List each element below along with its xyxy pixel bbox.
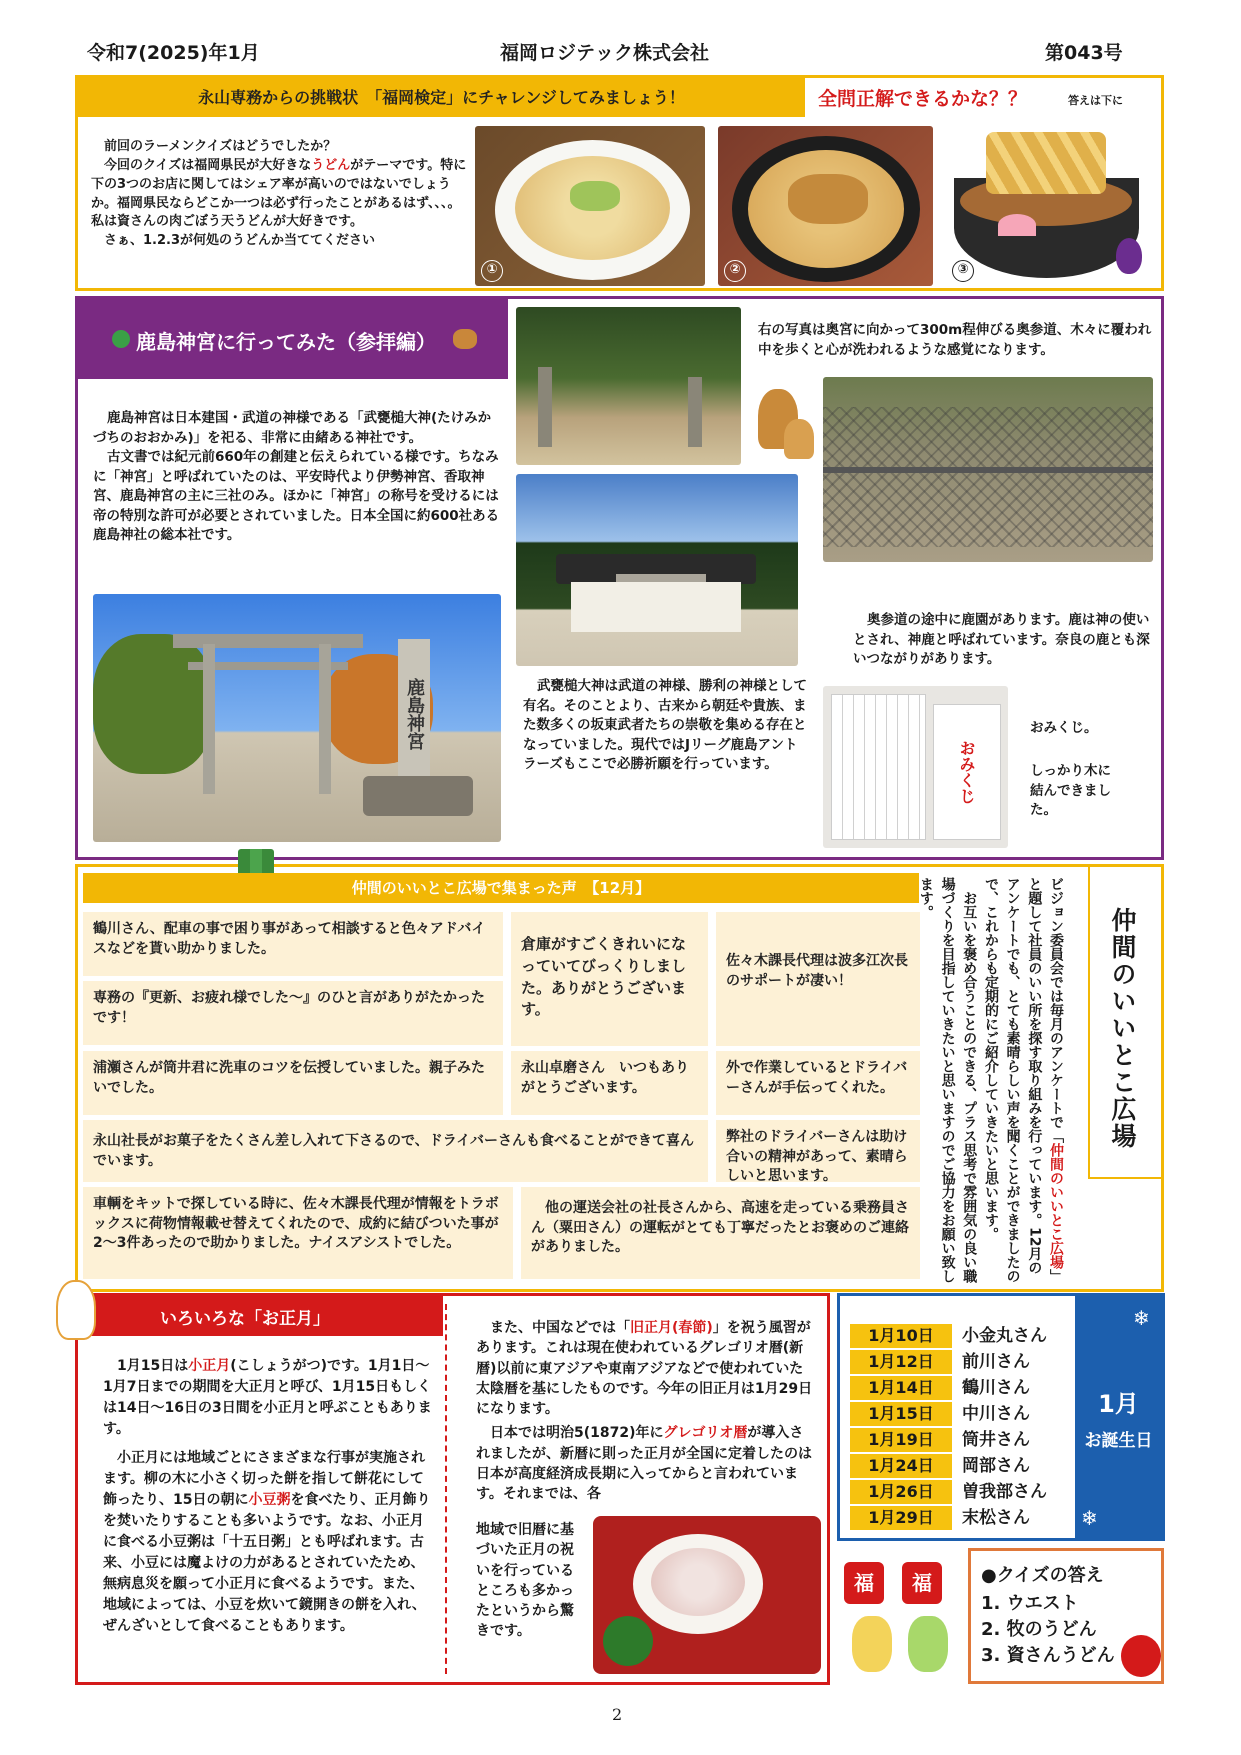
voice-9: 外で作業しているとドライバーさんが手伝ってくれた。 (716, 1051, 920, 1115)
lucky-bag-left: 福 (844, 1562, 884, 1604)
answer-3: 3. 資さんうどん (981, 1645, 1115, 1666)
voices-section (75, 864, 1164, 1292)
omikuji-envelope: おみくじ (933, 704, 1001, 840)
birthday-month: 1月 (1098, 1390, 1139, 1418)
gayu-leaf (603, 1616, 653, 1666)
issue-date: 令和7(2025)年1月 (87, 42, 260, 64)
company-name: 福岡ロジテック株式会社 (500, 42, 710, 64)
photo-label-3: ③ (952, 260, 974, 282)
shrine-body (571, 582, 741, 632)
shogatsu-right (476, 1318, 816, 1505)
okumiya-text: 右の写真は奥宮に向かって300m程伸びる奥参道、木々に覆われ中を歩くと心が洗われるような感覚になります。 (758, 322, 1152, 358)
shogatsu-title: いろいろな「お正月」 (160, 1309, 330, 1329)
birthday-title-panel (1075, 1296, 1162, 1538)
answer-1: 1. ウエスト (981, 1593, 1079, 1614)
photo-label-1: ① (481, 260, 503, 282)
god-text: 武甕槌大神は武道の神様、勝利の神様として有名。そのことより、古来から朝廷や貴族、また数多くの坂東武者たちの崇敬を集める存在となっていました。現代ではJリーグ鹿島アントラーズもここで必勝祈願を行っています。 (523, 678, 807, 773)
fence (823, 407, 1153, 547)
page-number: 2 (612, 1705, 623, 1724)
lucky-cat-icon (56, 1280, 96, 1340)
quiz-answer-note: 答えは下に (1068, 94, 1123, 107)
fence-rail (823, 467, 1153, 473)
shogatsu-right-p3: 地域で旧暦に基づいた正月の祝いを行っているところも多かったというから驚きです。 (476, 1522, 574, 1640)
deer-park-text: 奥参道の途中に鹿園があります。鹿は神の使いとされ、神鹿と呼ばれています。奈良の鹿とも深いつながりがあります。 (853, 612, 1150, 668)
torii-photo (93, 594, 501, 842)
voices-banner: 仲間のいいとこ広場で集まった声 【12月】 (83, 873, 919, 903)
quiz-challenge-text: 全問正解できるかな？？ (818, 88, 1028, 110)
kashima-title-bar (78, 299, 508, 379)
kashima-intro (93, 409, 503, 546)
birthday-row: 1月10日 小金丸さん (850, 1324, 1070, 1350)
omikuji-text-1: おみくじ。 (1030, 720, 1098, 736)
daruma-icon (1121, 1635, 1161, 1677)
shrine-photo (516, 474, 798, 666)
birthday-row: 1月26日 曽我部さん (850, 1480, 1070, 1506)
omikuji-text-2: しっかり木に結んできました。 (1030, 763, 1111, 819)
voice-7: 佐々木課長代理は波多江次長のサポートが凄い！ (716, 912, 920, 1046)
deer-illustration-small (784, 419, 814, 459)
azuki-gayu-photo (593, 1516, 821, 1674)
torii-pillar-right (319, 644, 331, 794)
lucky-bags (842, 1556, 964, 1686)
path-photo (516, 307, 741, 465)
answer-2: 2. 牧のうどん (981, 1619, 1097, 1640)
kashima-title: 鹿島神宮に行ってみた（参拝編） (136, 330, 436, 354)
tree-left (93, 634, 213, 774)
quiz-answers (968, 1548, 1164, 1684)
voice-8: 永山卓磨さん いつもありがとうございます。 (511, 1051, 708, 1115)
lantern-right (688, 377, 702, 447)
deer-park-photo (823, 377, 1153, 562)
udon-photo-2 (718, 126, 933, 286)
tree-icon (112, 330, 130, 348)
snowflake-icon: ❄ (1133, 1306, 1150, 1330)
quiz-banner: 永山専務からの挑戦状 「福岡検定」にチャレンジしてみましょう！ (78, 78, 805, 117)
udon-topping-1 (570, 181, 620, 211)
kashima-intro-1: 鹿島神宮は日本建国・武道の神様である「武甕槌大神(たけみかづちのおおかみ)」を祀る、非常に由緒ある神社です。 (93, 410, 492, 446)
divider-dashed (445, 1304, 447, 1674)
omikuji-photo (823, 686, 1008, 848)
stone-base (363, 776, 473, 816)
deer-icon (453, 329, 477, 349)
torii-pillar-left (203, 644, 215, 794)
voice-10: 弊社のドライバーさんは助け合いの精神があって、素晴らしいと思います。 (716, 1120, 920, 1182)
kamaboko-3 (998, 214, 1036, 236)
voices-side-text: ビジョン委員会では毎月のアンケートで「仲間のいいとこ広場」と題して社員のいい所を探す取り組みを行っています。12月のアンケートでも、とても素晴らしい声を聞くことができましたので、これからも定期的にご紹介していきたいと思います。 お互いを褒め合うことのできる、プラス思考で雰囲気の良い職場づくりを目指していきたいと思いますのでご協力をお願い致します。 (917, 877, 1064, 1283)
shogatsu-left-p1: 1月15日は小正月(こしょうがつ)です。1月1日～1月7日までの期間を大正月と呼び、1月15日もしくは14日～16日の3日間を小正月と呼ぶこともあります。 (103, 1358, 432, 1437)
shogatsu-right-p1: また、中国などでは「旧正月(春節)」を祝う風習があります。これは現在使われているグレゴリオ暦(新暦)以前に東アジアや東南アジアなどで使われていた太陰暦を基にしたものです。今年の旧正月は1月29日になります。 (476, 1320, 813, 1418)
quiz-para-1: 前回のラーメンクイズはどうでしたか？ (104, 139, 337, 154)
udon-photo-1 (475, 126, 705, 286)
shogatsu-section (75, 1293, 830, 1685)
birthday-row: 1月29日 末松さん (850, 1506, 1070, 1532)
udon-tempura-3 (986, 132, 1106, 194)
birthday-section (837, 1293, 1165, 1541)
shrine-torii (616, 574, 706, 582)
voice-6: 倉庫がすごくきれいになっていてびっくりしました。ありがとうございます。 (511, 912, 708, 1046)
voices-side-title: 仲間のいいとこ広場 (1108, 907, 1137, 1150)
eggplant-icon (1116, 238, 1142, 274)
torii-top (173, 634, 363, 648)
udon-photo-3 (946, 126, 1151, 286)
voice-11: 他の運送会社の社長さんから、高速を走っている乗務員さん（粟田さん）の運転がとても丁寧だったとお褒めのご連絡がありました。 (521, 1187, 920, 1279)
quiz-text (91, 138, 469, 251)
kashima-section (75, 296, 1164, 860)
snowflake-icon: ❄ (1081, 1506, 1098, 1530)
kashima-intro-2: 古文書では紀元前660年の創建と伝えられている様です。ちなみに「神宮」と呼ばれていたのは、平安時代より伊勢神宮、香取神宮、鹿島神宮の主に三社のみ。ほかに「神宮」の称号を受けるには帝の特別な許可が必要とされていました。日本全国に約600社ある鹿島神社の総本社です。 (93, 449, 500, 544)
birthday-row: 1月14日 鶴川さん (850, 1376, 1070, 1402)
gayu-porridge (651, 1548, 745, 1616)
voice-3: 浦瀬さんが筒井君に洗車のコツを伝授していました。親子みたいでした。 (83, 1051, 503, 1115)
snake-right (908, 1616, 948, 1672)
quiz-para-2: 今回のクイズは福岡県民が大好きなうどんがテーマです。特に下の3つのお店に関してはシェア率が高いのではないでしょうか。福岡県民ならどこか一つは必ず行ったことがあるはず、、、。 (91, 157, 467, 211)
quiz-para-3: 私は資さんの肉ごぼう天うどんが大好きです。 (91, 214, 363, 230)
voice-1: 鶴川さん、配車の事で困り事があって相談すると色々アドバイスなどを貰い助かりました。 (83, 912, 503, 976)
lantern-left (538, 367, 552, 447)
birthday-row: 1月24日 岡部さん (850, 1454, 1070, 1480)
photo-label-2: ② (724, 260, 746, 282)
snake-left (852, 1616, 892, 1672)
shogatsu-left-p2: 小正月には地域ごとにさまざまな行事が実施されます。柳の木に小さく切った餅を指して餅花にして飾ったり、15日の朝に小豆粥を食べたり、正月飾りを焚いたりすることも多いようです。なお、小正月に食べる小豆粥は「十五日粥」とも呼ばれます。古来、小豆には魔よけの力があるとされていたため、無病息災を願って小正月に食べるようです。また、地域によっては、小豆を炊いて鏡開きの餅を入れ、ぜんざいとして食べることもあります。 (103, 1450, 431, 1634)
voice-2: 専務の『更新、お疲れ様でした～』のひと言がありがたかったです！ (83, 981, 503, 1045)
issue-number: 第043号 (1045, 42, 1123, 64)
birthday-label: お誕生日 (1084, 1431, 1153, 1451)
voices-side-title-box (1088, 867, 1161, 1179)
birthday-row: 1月12日 前川さん (850, 1350, 1070, 1376)
quiz-section (75, 75, 1164, 291)
quiz-para-4: さぁ、1.2.3が何処のうどんか当ててください (104, 233, 376, 249)
voice-4: 永山社長がお菓子をたくさん差し入れて下さるので、ドライバーさんも食べることができて喜んでいます。 (83, 1120, 708, 1182)
udon-tempura-2 (788, 174, 868, 224)
shogatsu-title-bar (78, 1296, 443, 1336)
answers-title: ●クイズの答え (981, 1565, 1104, 1586)
birthday-row: 1月15日 中川さん (850, 1402, 1070, 1428)
birthday-list (850, 1324, 1080, 1534)
lucky-bag-right: 福 (902, 1562, 942, 1604)
shogatsu-left (103, 1356, 433, 1637)
voice-5: 車輌をキットで探している時に、佐々木課長代理が情報をトラボックスに荷物情報載せ替えてくれたので、成約に結びついた事が2～3件あったので助かりました。ナイスアシストでした。 (83, 1187, 513, 1279)
shogatsu-right-p2: 日本では明治5(1872)年にグレゴリオ暦が導入されましたが、新暦に則った正月が全国に定着したのは日本が高度経済成長期に入ってからと言われています。それまでは、各 (476, 1425, 812, 1503)
birthday-row: 1月19日 筒井さん (850, 1428, 1070, 1454)
stone-sign: 鹿島神宮 (398, 639, 430, 789)
omikuji-paper (831, 694, 926, 840)
